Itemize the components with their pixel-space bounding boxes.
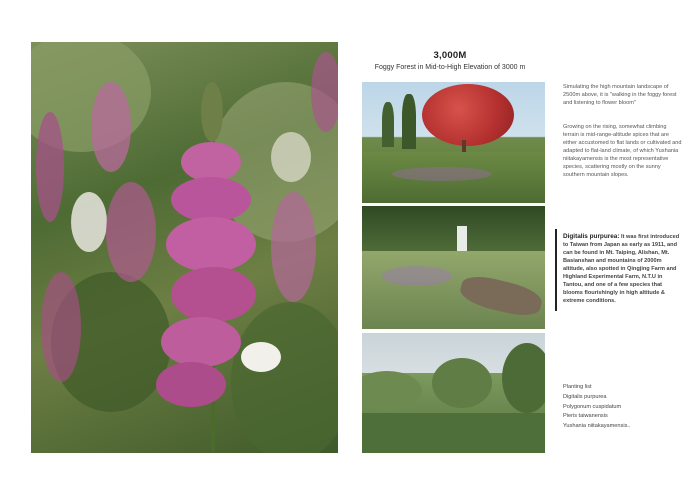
- planting-list-item: Digitalis purpurea: [563, 393, 607, 400]
- foxglove-photo: [31, 42, 338, 453]
- altitude-title: 3,000M: [433, 50, 467, 61]
- planting-list-item: Polygonum cuspidatum: [563, 403, 622, 410]
- digitalis-paragraph: [563, 232, 683, 305]
- accent-bar: [555, 229, 557, 311]
- foggy-forest-photo: [362, 333, 545, 453]
- planting-list-item: Pieris taiwanensis: [563, 413, 608, 420]
- digitalis-body: It was first introduced to Taiwan from Japan as early as 1911, and can be found in Mt. Taiping, Alishan, Mt. Basianshan and mountains of 2000m altitude, also spotted in Qingjing Farm and Highland Experimental Farm, N.T.U in Tantou, and one of a few species that blooms flourishingly in high altitude & extreme conditions.: [563, 234, 680, 304]
- planting-list: [563, 383, 630, 432]
- section-heading: [350, 50, 550, 71]
- planting-list-item: Yushania niitakayamensis..: [563, 423, 631, 430]
- intro-paragraph: Simulating the high mountain landscape of 2500m above, it is "walking in the foggy forest and listening to flower bloom": [563, 84, 677, 106]
- meadow-log-photo: [362, 206, 545, 329]
- digitalis-title: Digitalis purpurea:: [563, 233, 620, 240]
- climbing-paragraph: Growing on the rising, somewhat climbing terrain is mid-range-altitude spices that are either accustomed to flat lands or cultivated and adapted to flat-land climate, of which Yushania niitakayamensis is the most representative species, scattering mostly on the sunny southern mountain slopes.: [563, 124, 682, 178]
- section-subtitle: Foggy Forest in Mid-to-High Elevation of 3000 m: [374, 64, 526, 71]
- planting-list-title: Planting list: [563, 384, 592, 390]
- sculpture-photo: [362, 82, 545, 203]
